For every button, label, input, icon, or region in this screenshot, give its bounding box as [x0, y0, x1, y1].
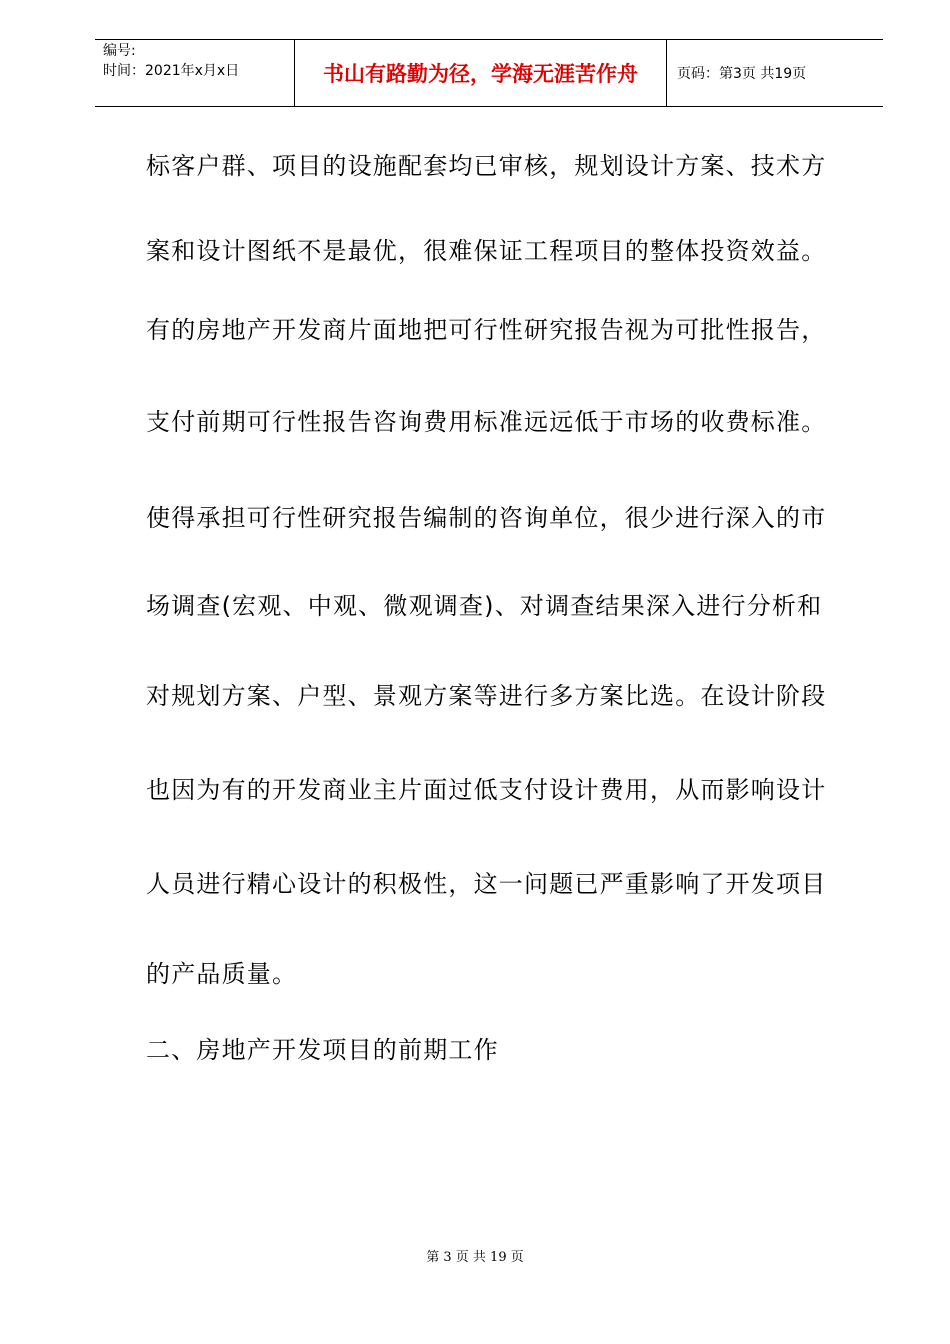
text-line: 人员进行精心设计的积极性，这一问题已严重影响了开发项目: [146, 870, 827, 898]
text-line: 场调查(宏观、中观、微观调查)、对调查结果深入进行分析和: [146, 592, 823, 620]
text-line: 案和设计图纸不是最优，很难保证工程项目的整体投资效益。: [146, 237, 827, 265]
header-page-cell: [667, 40, 883, 106]
header-page-info: 页码：第3页 共19页: [677, 66, 807, 82]
page-header: [95, 39, 883, 107]
text-line: 支付前期可行性报告咨询费用标准远远低于市场的收费标准。: [146, 408, 827, 436]
document-date-label: 时间：2021年x月x日: [103, 63, 240, 79]
document-number-label: 编号:: [103, 43, 136, 59]
text-line: 的产品质量。: [146, 960, 298, 988]
header-meta-cell: [95, 40, 295, 106]
header-motto: 书山有路勤为径，学海无涯苦作舟: [323, 61, 638, 86]
text-line: 标客户群、项目的设施配套均已审核，规划设计方案、技术方: [146, 152, 827, 180]
text-line: 也因为有的开发商业主片面过低支付设计费用，从而影响设计: [146, 776, 827, 804]
header-motto-cell: [295, 40, 667, 106]
text-line: 有的房地产开发商片面地把可行性研究报告视为可批性报告，: [146, 316, 827, 344]
section-heading: 二、房地产开发项目的前期工作: [146, 1036, 499, 1064]
text-line: 对规划方案、户型、景观方案等进行多方案比选。在设计阶段: [146, 682, 827, 710]
text-line: 使得承担可行性研究报告编制的咨询单位，很少进行深入的市: [146, 504, 827, 532]
page-footer: 第 3 页 共 19 页: [426, 1250, 524, 1265]
